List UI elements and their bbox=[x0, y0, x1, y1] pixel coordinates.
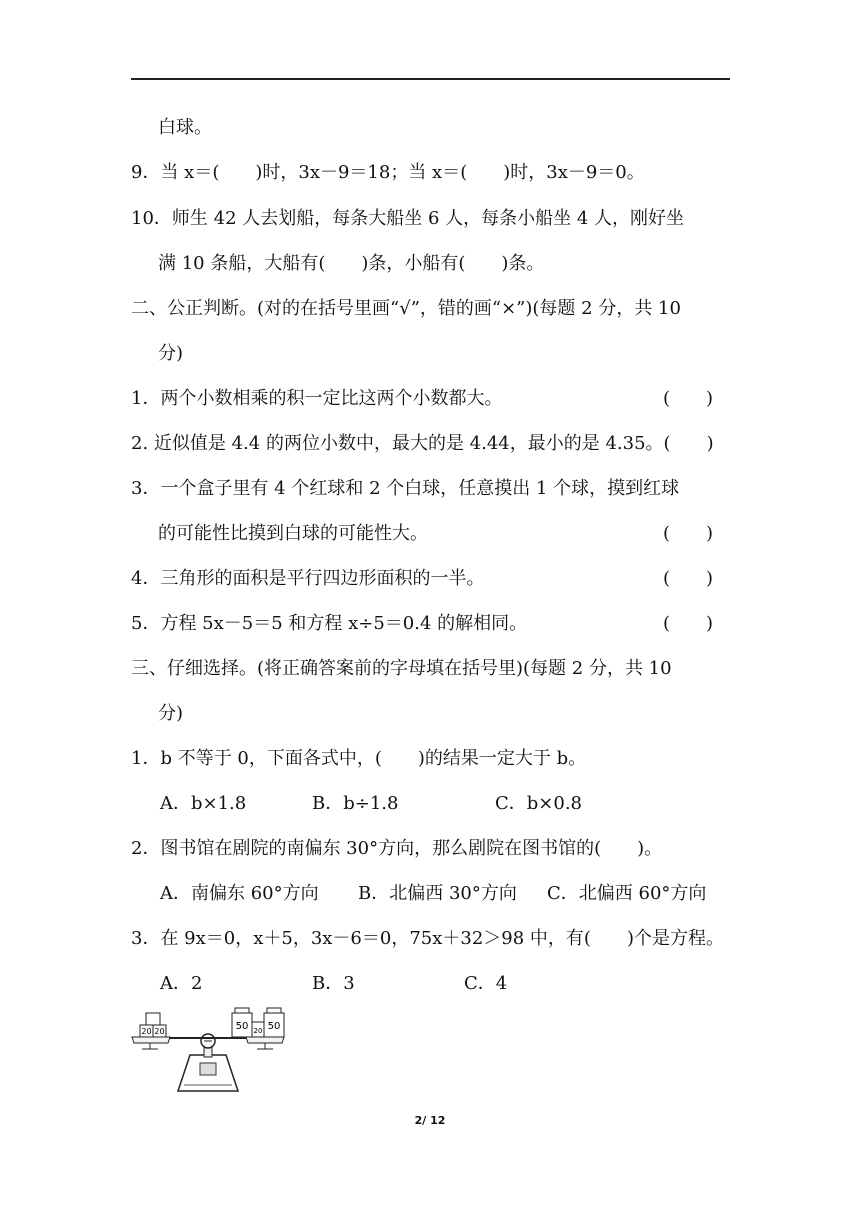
choice-3-option-a: A．2 bbox=[160, 973, 203, 994]
right-pan bbox=[246, 1037, 284, 1043]
choice-3: 3．在 9x＝0，x＋5，3x－6＝0，75x＋32＞98 中，有( )个是方程。 bbox=[131, 928, 724, 949]
right-weight-label: 50 bbox=[235, 1021, 249, 1032]
unknown-block bbox=[146, 1013, 160, 1025]
answer-paren: ( ) bbox=[663, 388, 714, 409]
left-weight-label: 20 bbox=[141, 1027, 152, 1036]
right-weight-label: 50 bbox=[267, 1021, 281, 1032]
page-number: 2/ 12 bbox=[414, 1114, 446, 1127]
balance-scale-figure bbox=[128, 1005, 288, 1095]
header-rule bbox=[131, 78, 730, 80]
left-pan bbox=[132, 1037, 170, 1043]
answer-paren: ( ) bbox=[663, 523, 714, 544]
judge-3: 3．一个盒子里有 4 个红球和 2 个白球，任意摸出 1 个球，摸到红球 bbox=[131, 478, 680, 499]
section-2-heading: 二、公正判断。(对的在括号里画“√”，错的画“×”)(每题 2 分，共 10 bbox=[131, 298, 681, 319]
section-2-heading-cont: 分) bbox=[158, 343, 184, 364]
judge-3-cont: 的可能性比摸到白球的可能性大。 bbox=[158, 523, 428, 544]
line-continuation: 白球。 bbox=[158, 117, 212, 138]
answer-paren: ( ) bbox=[663, 568, 714, 589]
section-3-heading: 三、仔细选择。(将正确答案前的字母填在括号里)(每题 2 分，共 10 bbox=[131, 658, 672, 679]
choice-1: 1．b 不等于 0，下面各式中，( )的结果一定大于 b。 bbox=[131, 748, 587, 769]
question-9: 9．当 x＝( )时，3x－9＝18；当 x＝( )时，3x－9＝0。 bbox=[131, 162, 645, 183]
question-10-cont: 满 10 条船，大船有( )条，小船有( )条。 bbox=[158, 253, 545, 274]
question-10: 10．师生 42 人去划船，每条大船坐 6 人，每条小船坐 4 人，刚好坐 bbox=[131, 208, 685, 229]
left-weight-label: 20 bbox=[154, 1027, 165, 1036]
choice-2-option-a: A．南偏东 60°方向 bbox=[160, 883, 319, 904]
right-weight-label: 20 bbox=[253, 1027, 263, 1035]
judge-4: 4．三角形的面积是平行四边形面积的一半。 bbox=[131, 568, 485, 589]
choice-1-option-b: B．b÷1.8 bbox=[312, 793, 399, 814]
judge-1: 1．两个小数相乘的积一定比这两个小数都大。 bbox=[131, 388, 503, 409]
judge-2: 2. 近似值是 4.4 的两位小数中，最大的是 4.44，最小的是 4.35。( ) bbox=[131, 433, 714, 454]
section-3-heading-cont: 分) bbox=[158, 703, 184, 724]
choice-1-option-a: A．b×1.8 bbox=[160, 793, 247, 814]
choice-2-option-b: B．北偏西 30°方向 bbox=[358, 883, 517, 904]
choice-2-option-c: C．北偏西 60°方向 bbox=[547, 883, 707, 904]
judge-5: 5．方程 5x－5＝5 和方程 x÷5＝0.4 的解相同。 bbox=[131, 613, 528, 634]
choice-3-option-c: C．4 bbox=[464, 973, 508, 994]
choice-2: 2．图书馆在剧院的南偏东 30°方向，那么剧院在图书馆的( )。 bbox=[131, 838, 663, 859]
choice-1-option-c: C．b×0.8 bbox=[495, 793, 583, 814]
answer-paren: ( ) bbox=[663, 613, 714, 634]
choice-3-option-b: B．3 bbox=[312, 973, 355, 994]
